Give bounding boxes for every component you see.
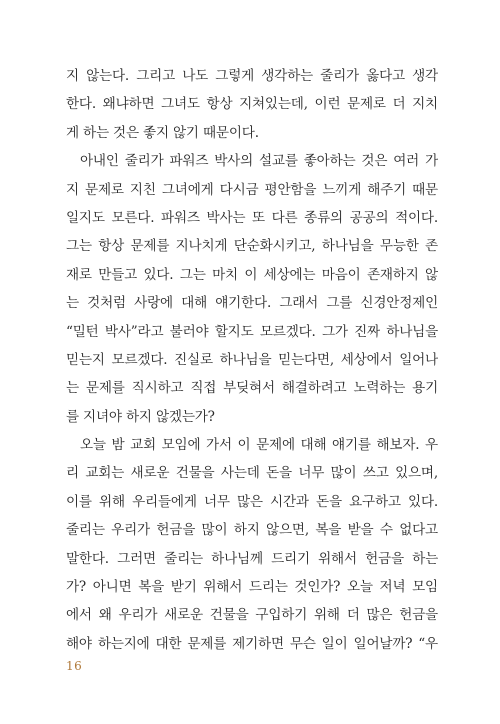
text-line: 말한다. 그러면 줄리는 하나님께 드리기 위해서 헌금을 하는 xyxy=(66,550,438,567)
body-text xyxy=(66,62,438,658)
text-line: 해야 하는지에 대한 문제를 제기하면 무슨 일이 일어날까? “우 xyxy=(66,635,438,652)
text-line: 리 교회는 새로운 건물을 사는데 돈을 너무 많이 쓰고 있으며, xyxy=(66,465,438,482)
text-line: 그는 항상 문제를 지나치게 단순화시키고, 하나님을 무능한 존 xyxy=(66,238,438,255)
text-line: 게 하는 것은 좋지 않기 때문이다. xyxy=(66,124,259,141)
text-line: 일지도 모른다. 파워즈 박사는 또 다른 종류의 공공의 적이다. xyxy=(66,209,438,226)
text-line: 줄리는 우리가 헌금을 많이 하지 않으면, 복을 받을 수 없다고 xyxy=(66,522,438,539)
text-line: “밀턴 박사”라고 불러야 할지도 모르겠다. 그가 진짜 하나님을 xyxy=(66,323,438,340)
text-line: 지 않는다. 그리고 나도 그렇게 생각하는 줄리가 옳다고 생각 xyxy=(66,68,438,84)
text-line: 를 지녀야 하지 않겠는가? xyxy=(66,408,215,425)
text-line: 이를 위해 우리들에게 너무 많은 시간과 돈을 요구하고 있다. xyxy=(66,493,438,510)
text-line: 재로 만들고 있다. 그는 마치 이 세상에는 마음이 존재하지 않 xyxy=(66,266,438,283)
text-line: 한다. 왜냐하면 그녀도 항상 지쳐있는데, 이런 문제로 더 지치 xyxy=(66,96,438,113)
text-line: 는 것처럼 사랑에 대해 얘기한다. 그래서 그를 신경안정제인 xyxy=(66,295,438,312)
text-line: 지 문제로 지친 그녀에게 다시금 평안함을 느끼게 해주기 때문 xyxy=(66,181,438,198)
text-line: 에서 왜 우리가 새로운 건물을 구입하기 위해 더 많은 헌금을 xyxy=(66,607,438,624)
page-number: 16 xyxy=(66,659,83,673)
text-line: 가? 아니면 복을 받기 위해서 드리는 것인가? 오늘 저녁 모임 xyxy=(66,579,438,596)
text-line: 아내인 줄리가 파워즈 박사의 설교를 좋아하는 것은 여러 가 xyxy=(80,153,438,170)
text-line: 는 문제를 직시하고 직접 부딪혀서 해결하려고 노력하는 용기 xyxy=(66,380,438,397)
text-line: 믿는지 모르겠다. 진실로 하나님을 믿는다면, 세상에서 일어나 xyxy=(66,351,438,368)
text-line: 오늘 밤 교회 모임에 가서 이 문제에 대해 얘기를 해보자. 우 xyxy=(80,437,438,454)
